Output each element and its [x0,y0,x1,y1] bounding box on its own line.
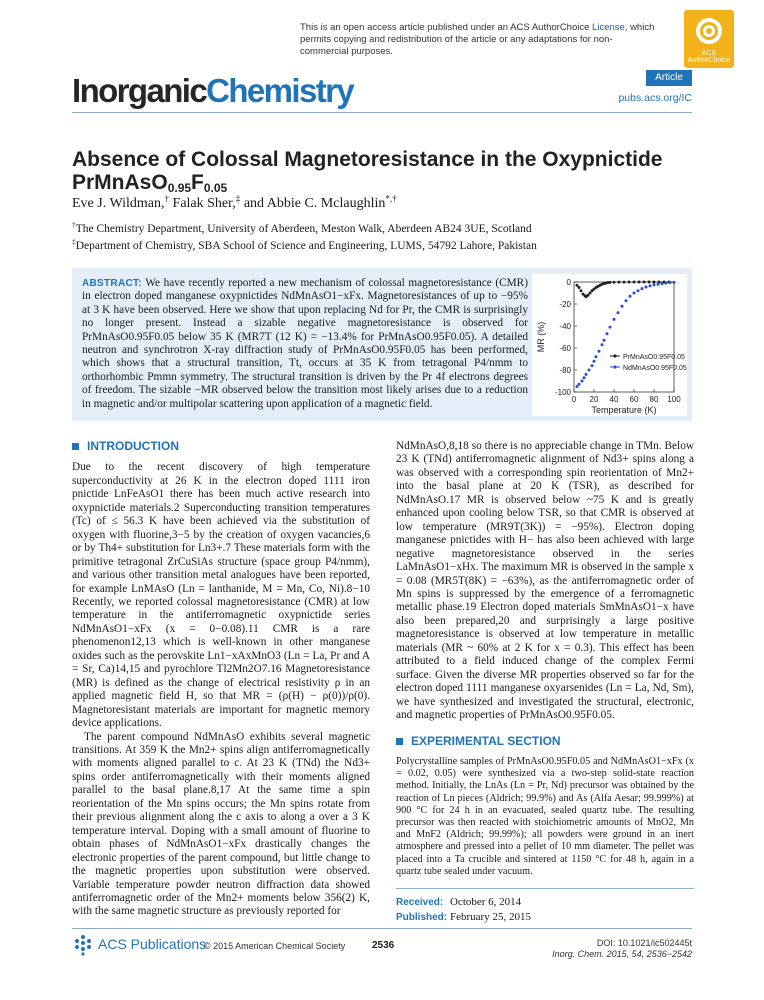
published-row [396,910,694,925]
legend-marker-1 [613,354,616,357]
data-point-series-2 [606,332,609,335]
x-tick-label: 20 [589,395,599,404]
journal-word-2: Chemistry [206,72,354,109]
dates-block [396,888,694,925]
data-point-series-2 [661,282,664,285]
x-tick-label: 40 [609,395,619,404]
journal-word-1: Inorganic [72,72,207,109]
data-point-series-2 [625,299,628,302]
oa-notice-text-end: , which permits copying and redistribution of the article or any adaptations for non-commercial purposes. [300,22,655,57]
y-tick-label: -40 [559,322,571,331]
data-point-series-1 [653,281,656,284]
section-square-icon [396,738,403,745]
data-point-series-2 [669,281,672,284]
header-divider [72,112,692,113]
title-main: Absence of Colossal Magnetoresistance in the Oxypnictide PrMnAsO [72,148,663,194]
abstract-box [72,268,692,421]
left-column [72,440,370,919]
experimental-heading-text: EXPERIMENTAL SECTION [411,733,561,748]
x-tick-label: 100 [667,395,681,404]
intro-paragraph-1: Due to the recent discovery of high temperature superconductivity at 26 K in the electron doped 1111 iron pnictide LnFeAsO1 there has been much active research into oxypnictide materials.2 Superconducting transition temperatures (Tc) of ≤ 56.3 K have been achieved via the substitution of oxygen with fluorine,3−5 by the creation of oxygen vacancies,6 or by Th4+ substitution for Ln3+.7 These materials form with the primitive tetragonal ZrCuSiAs structure (space group P4/nmm), and various other transition metal analogues have been reported, for example LnMAsO (Ln = lanthanide, M = Mn, Co, Ni).8−10 Recently, we reported colossal magnetoresistance (CMR) at low temperature in the antiferromagnetic oxypnictide series NdMnAsO1−xFx (x = 0−0.08).11 CMR is a rare phenomenon12,13 which is well-known in other manganese oxides such as the perovskite Ln1−xAxMnO3 (Ln = La, Pr and A = Sr, Ca)14,15 and pyrochlore Tl2Mn2O7.16 Magnetoresistance (MR) is defined as the change of electrical resistivity ρ in an applied magnetic field H, so that MR = (ρ(H) − ρ(0))/ρ(0). Magnetoresistant materials are important for magnetic memory device applications. [72,461,370,730]
title-sub-1: 0.95 [167,181,192,195]
data-point-series-2 [629,295,632,298]
affiliation-1 [72,220,532,235]
y-tick-label: -20 [559,300,571,309]
legend-marker-2 [613,365,616,368]
doi-link[interactable]: DOI: 10.1021/ic502445t [596,938,692,948]
citation-text: Inorg. Chem. 2015, 54, 2536−2542 [552,949,692,959]
data-point-series-1 [628,281,631,284]
data-point-series-2 [588,369,591,372]
aff1-text: The Chemistry Department, University of Aberdeen, Meston Walk, Aberdeen AB24 3UE, Scotland [75,223,532,235]
intro-paragraph-3: NdMnAsO,8,18 so there is no appreciable change in TMn. Below 23 K (TNd) antiferromagnetic alignment of Nd3+ spins along a was observed with a corresponding spin reorientation of Mn2+ into the basal plane at 20 K (TSR), as described for NdMnAsO.17 MR is observed below ~75 K and is greatly enhanced upon cooling below TSR, so that CMR is observed at low temperature (MR9T(3K)) = −95%). Electron doping manganese pnictides with H− has also been achieved with large negative magnetoresistance observed in the series LaMnAsO1−xHx. The maximum MR is observed in the sample x = 0.08 (MR5T(8K) = −63%), as the antiferromagnetic order of Mn spins is suppressed by the emergence of a ferromagnetic metallic phase.19 Electron doped materials SmMnAsO1−x have also been prepared,20 and surprisingly a large positive magnetoresistance is observed at low temperature in metallic materials (MR ~ 60% at 2 K for x = 0.3). This effect has been attributed to a field induced change of the complex Fermi surface. Given the diverse MR properties observed so far for the electron doped 1111 manganese oxyarsenides (Ln = La, Nd, Sm), we have synthesized and investigated the structural, electronic, and magnetic properties of PrMnAsO0.95F0.05. [396,440,694,722]
data-point-series-1 [643,281,646,284]
data-point-series-2 [665,282,668,285]
title-sub-2: 0.05 [203,181,228,195]
paper-title [72,148,692,194]
data-point-series-2 [609,326,612,329]
x-tick-label: 60 [629,395,639,404]
data-point-series-2 [649,284,652,287]
published-label: Published: [396,912,448,923]
oa-notice-text: This is an open access article published under an ACS AuthorChoice [300,22,593,33]
data-point-series-2 [591,364,594,367]
section-square-icon [72,443,79,450]
data-point-series-2 [601,343,604,346]
author-3-mark: *,† [385,193,397,204]
data-point-series-2 [617,311,620,314]
aff1-mark: † [72,220,76,230]
intro-heading [72,440,370,453]
author-3[interactable]: and Abbie C. Mclaughlin [240,196,386,211]
affiliation-2 [72,237,537,252]
data-point-series-1 [648,281,651,284]
data-point-series-1 [578,286,581,289]
data-point-series-2 [585,373,588,376]
author-list [72,193,397,212]
data-point-series-2 [593,360,596,363]
data-point-series-1 [618,281,621,284]
received-date: October 6, 2014 [450,896,522,908]
abstract [82,277,528,411]
data-point-series-2 [598,350,601,353]
data-point-series-2 [603,339,606,342]
author-2-mark: ‡ [235,193,241,204]
data-point-series-2 [613,318,616,321]
badge-inner-ring-icon [703,25,715,37]
badge-label: ACS AuthorChoice [687,50,731,64]
copyright-notice: © 2015 American Chemical Society [204,941,346,951]
data-point-series-2 [581,380,584,383]
author-1[interactable]: Eve J. Wildman, [72,196,165,211]
data-point-series-2 [653,283,656,286]
data-point-series-1 [613,281,616,284]
journal-url-link[interactable]: pubs.acs.org/IC [618,92,692,104]
x-tick-label: 80 [649,395,659,404]
data-point-series-2 [578,383,581,386]
data-point-series-2 [633,292,636,295]
article-type-badge: Article [646,70,692,86]
data-point-series-1 [638,281,641,284]
x-axis-label: Temperature (K) [591,405,657,415]
data-point-series-2 [637,289,640,292]
footer-divider [72,928,692,929]
data-point-series-1 [580,289,583,292]
open-access-notice [300,22,660,58]
aff2-mark: ‡ [72,237,76,247]
right-column [396,440,694,925]
author-2[interactable]: Falak Sher, [169,196,236,211]
received-row [396,895,694,910]
abstract-body: We have recently reported a new mechanism of colossal magnetoresistance (CMR) in electron doped manganese oxypnictides NdMnAsO1−xFx. Magnetoresistances of up to −95% at 3 K have been observed. Here we show that upon replacing Nd for Pr, the CMR is surprisingly no longer present. Instead a sizable negative magnetoresistance is observed for PrMnAsO0.95F0.05 below 35 K (MR7T (12 K) = −13.4% for PrMnAsO0.95F0.05). A detailed neutron and synchrotron X-ray diffraction study of PrMnAsO0.95F0.05 has been performed, which shows that a structural transition, Tt, occurs at 35 K from tetragonal P4/nmm to orthorhombic Pmmn symmetry. The structural transition is driven by the Pr 4f electrons degrees of freedom. The sizable −MR observed below the transition most likely arises due to a reduction in magnetic and/or multipolar scattering upon application of a magnetic field. [82,277,528,410]
data-point-series-1 [609,281,612,284]
received-label: Received: [396,897,444,908]
page-number: 2536 [372,940,395,951]
citation-block [552,938,692,960]
x-tick-label: 0 [571,395,577,404]
y-axis-label: MR (%) [536,321,546,353]
legend-label-2: NdMnAsO0.95F0.05 [623,365,687,372]
intro-paragraph-2: The parent compound NdMnAsO exhibits several magnetic transitions. At 359 K the Mn2+ spins align antiferromagnetically with moments aligned parallel to c. At 23 K (TNd) the Nd3+ spins order antiferromagnetically with their moments aligned parallel to the basal plane.8,17 At the same time a spin reorientation of the Mn spins occurs; the Mn spins rotate from their previous alignment along the c axis to along a over a 3 K temperature interval. Doping with a small amount of fluorine to obtain phases of NdMnAsO1−xFx drastically changes the electronic properties of the parent compound, but little change to the magnetic properties upon substitution were observed. Variable temperature powder neutron diffraction data showed antiferromagnetic order of the Mn2+ moments below 356(2) K, with the same magnetic structure as previously reported for [72,730,370,918]
intro-heading-text: INTRODUCTION [87,439,179,453]
data-point-series-2 [621,305,624,308]
experimental-paragraph: Polycrystalline samples of PrMnAsO0.95F0.05 and NdMnAsO1−xFx (x = 0.02, 0.05) were synthesized via a two-step solid-state reaction method. Initially, the LnAs (Ln = Pr, Nd) precursor was obtained by the reaction of Ln pieces (Aldrich; 99.9%) and As (Alfa Aesar; 99.999%) at 900 °C for 24 h in an evacuated, sealed quartz tube. The resulting precursor was then reacted with stoichiometric amounts of MnO2, Mn and MnF2 (Aldrich; 99.99%); all powders were ground in an inert atmosphere and pressed into a pellet of 10 mm diameter. The pellet was placed into a Ta crucible and sintered at 1150 °C for 48 h, again in a quartz tube sealed under vacuum. [396,755,694,877]
experimental-heading [396,735,694,748]
data-point-series-2 [673,281,676,284]
aff2-text: Department of Chemistry, SBA School of Science and Engineering, LUMS, 54792 Lahore, Pakistan [75,240,537,252]
y-tick-label: -80 [559,366,571,375]
acs-publications-link[interactable]: ACS Publications [98,936,207,952]
title-mid: F [191,171,204,194]
acs-authorchoice-badge[interactable] [684,10,734,68]
journal-title [72,72,353,110]
y-tick-label: -60 [559,344,571,353]
y-tick-label: -100 [554,388,571,397]
y-tick-label: 0 [566,278,571,287]
data-point-series-2 [645,285,648,288]
data-point-series-2 [583,376,586,379]
data-point-series-2 [641,287,644,290]
abstract-label: ABSTRACT: [82,278,142,289]
data-point-series-2 [595,355,598,358]
acs-logo-icon[interactable] [72,934,94,956]
license-link[interactable]: License [592,22,625,33]
plot-frame [574,282,674,392]
toc-graphic-chart [532,274,687,416]
data-point-series-1 [633,281,636,284]
data-point-series-2 [657,283,660,286]
data-point-series-1 [623,281,626,284]
author-1-mark: † [164,193,170,204]
legend-label-1: PrMnAsO0.95F0.05 [623,354,685,361]
published-date: February 25, 2015 [450,911,531,923]
